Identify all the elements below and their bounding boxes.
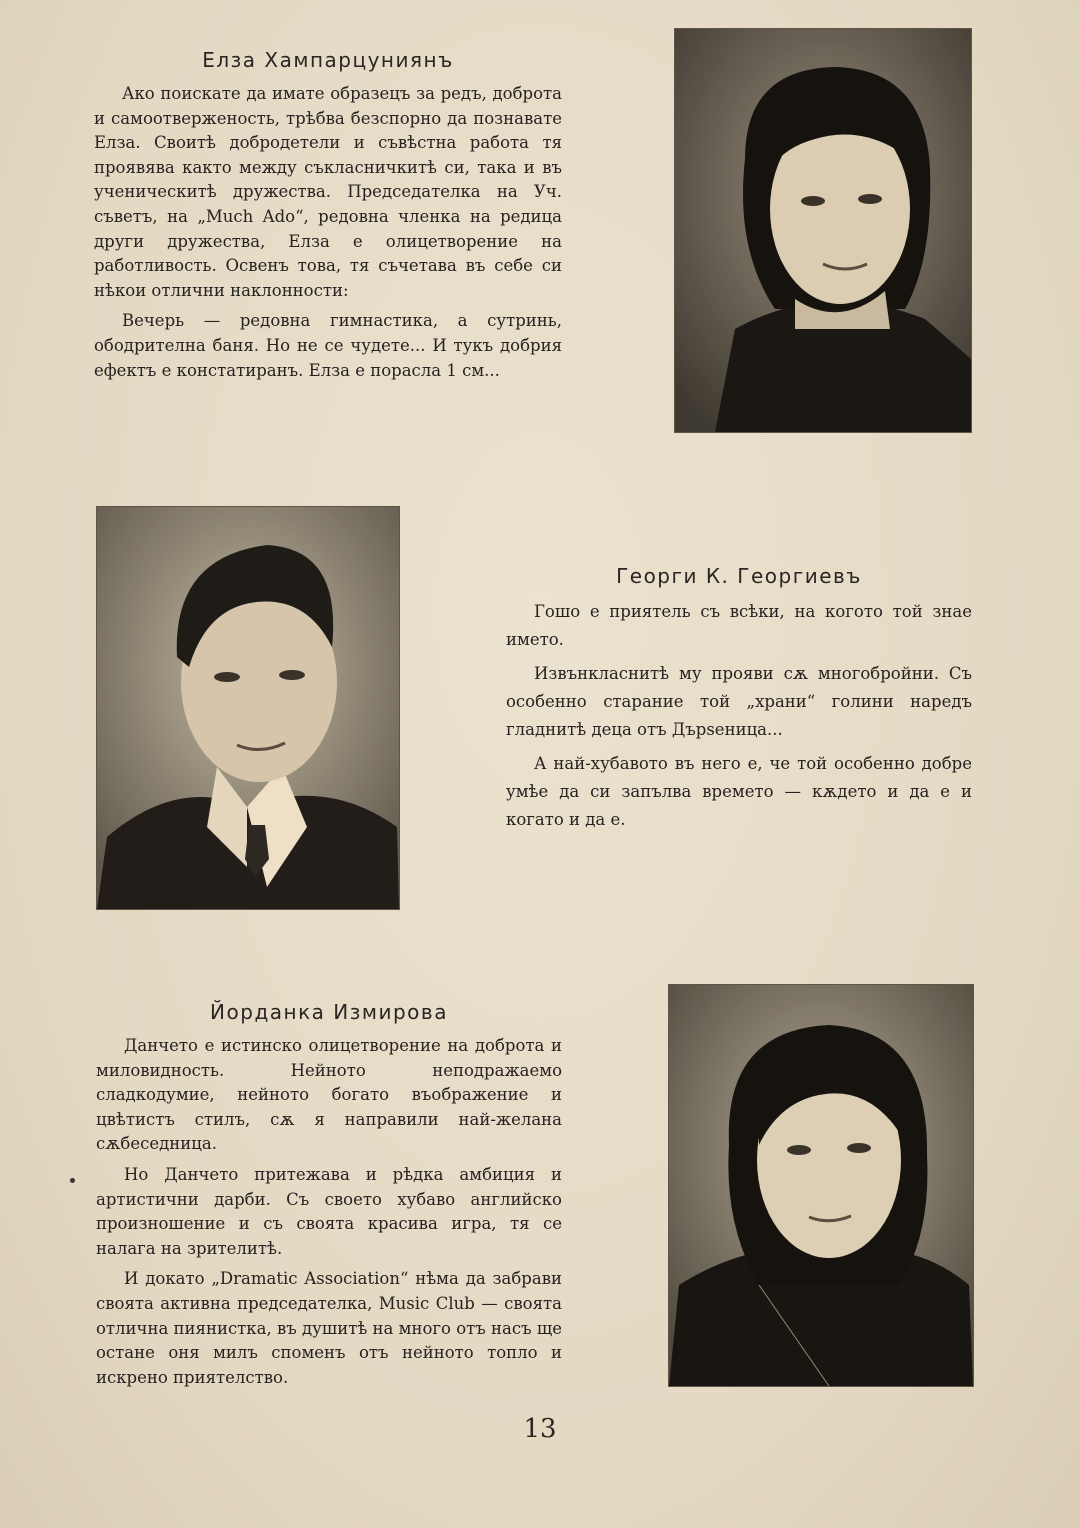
profile-name: Елза Хампарцуниянъ xyxy=(202,48,454,72)
portrait-photo-georgi xyxy=(96,506,400,910)
profile-paragraph: И докато „Dramatic Association“ нѣма да забрави своята активна председателка, Music Club — своята отлична пиянистка, въ душитѣ на много отъ насъ ще остане оня милъ споменъ отъ нейното топло и искрено приятелство. xyxy=(96,1269,562,1387)
profile-paragraph: Извънкласнитѣ му прояви сѫ многобройни. Съ особенно старание той „храни“ голини наредъ гладнитѣ деца отъ Дърsеница... xyxy=(506,664,972,739)
portrait-photo-elza xyxy=(674,28,972,433)
profile-paragraph: Вечерь — редовна гимнастика, а сутринь, ободрителна баня. Но не се чудете... И тукъ добрия ефектъ е констатиранъ. Елза е порасла 1 см... xyxy=(94,311,562,380)
portrait-photo-yordanka xyxy=(668,984,974,1387)
profile-paragraph: Ако поискате да имате образецъ за редъ, доброта и самоотверженость, трѣбва безспорно да познавате Елза. Своитѣ добродетели и съвѣстна работа тя проявява както между съкласничкитѣ си, така и въ ученическитѣ дружества. Председателка на Уч. съветъ, на „Much Ado“, редовна членка на редица други дружества, Елза е олицетворение на работливость. Освенъ това, тя съчетава въ себе си нѣкои отлични наклонности: xyxy=(94,84,562,300)
page-number: 13 xyxy=(523,1414,557,1444)
profile-yordanka xyxy=(96,1000,562,1396)
profile-paragraph: Но Данчето притежава и рѣдка амбиция и артистични дарби. Съ своето хубаво английско произношение и съ своята красива игра, тя се налага на зрителитѣ. xyxy=(96,1164,562,1258)
profile-name: Георги К. Георгиевъ xyxy=(616,564,862,588)
profile-name: Йорданка Измирова xyxy=(210,1000,448,1024)
profile-paragraph: Данчето е истинско олицетворение на доброта и миловидность. Нейното неподражаемо сладкодумие, нейното богато въображение и цвѣтистъ стилъ, сѫ я направили най-желана сѫбеседница. xyxy=(96,1036,562,1154)
profile-paragraph: Гошо е приятель съ всѣки, на когото той знае името. xyxy=(506,602,972,649)
profile-paragraph: А най-хубавото въ него е, че той особенно добре умѣе да си запълва времето — кѫдето и да е и когато и да е. xyxy=(506,754,972,829)
profile-elza xyxy=(94,48,562,389)
profile-georgi xyxy=(506,564,972,840)
stray-mark xyxy=(70,1178,75,1183)
